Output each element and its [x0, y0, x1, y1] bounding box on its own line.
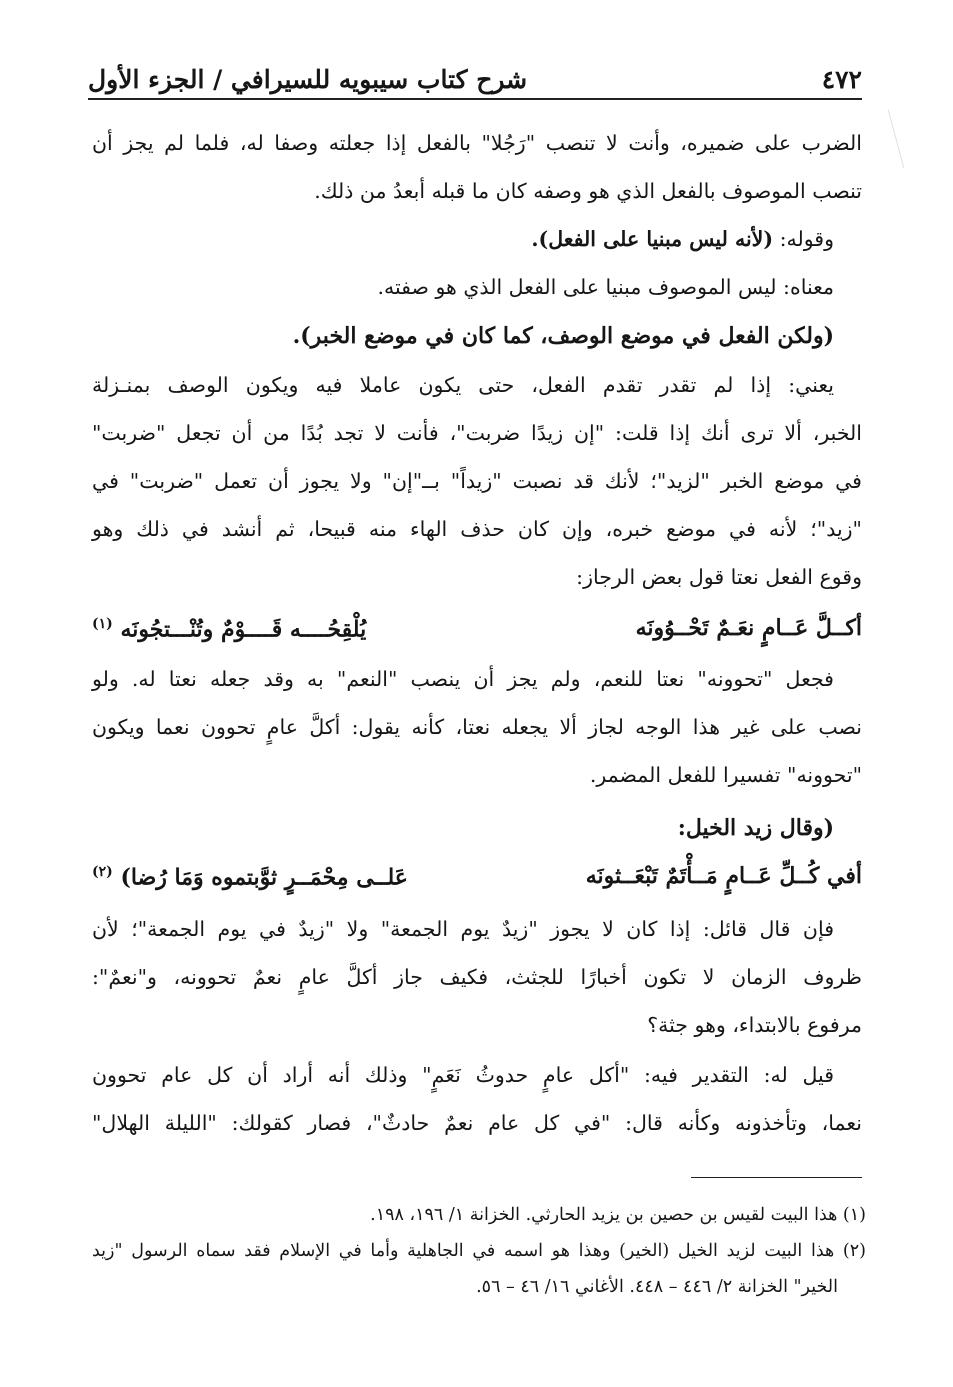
text-line: "تحوونه" تفسيرا للفعل المضمر.	[589, 763, 862, 787]
footnote-1: (١) هذا البيت لقيس بن حصين بن يزيد الحارثي. الخزانة ١/ ١٩٦، ١٩٨.	[370, 1205, 866, 1225]
footnote-ref: (٢)	[92, 864, 113, 880]
text-line: فجعل "تحوونه" نعتا للنعم، ولم يجز أن ينصب "النعم" به وقد جعله نعتا له. ولو	[92, 667, 834, 691]
verse-2	[92, 863, 862, 891]
page-number: ٤٧٢	[821, 65, 862, 94]
text-line: الخبر، ألا ترى أنك إذا قلت: "إن زيدًا ضربت"، فأنت لا تجد بُدًا من أن تجعل "ضربت"	[92, 421, 862, 445]
quoted-heading: (وقال زيد الخيل:	[677, 815, 834, 841]
footnote-2-continued: الخير" الخزانة ٢/ ٤٤٦ – ٤٤٨. الأغاني ١٦/ ٤٦ – ٥٦.	[476, 1277, 838, 1297]
text-line: تنصب الموصوف بالفعل الذي هو وصفه كان ما قبله أبعدُ من ذلك.	[314, 179, 862, 203]
text-line: "زيد"؛ لأنه في موضع خبره، وإن كان حذف الهاء منه قبيحا، ثم أنشد في ذلك وهو	[92, 517, 862, 541]
footnote-2: (٢) هذا البيت لزيد الخيل (الخير) وهذا هو اسمه في الجاهلية وأما في الإسلام فقد سماه الرسول "زيد	[92, 1241, 866, 1261]
text-line: وقوع الفعل نعتا قول بعض الرجاز:	[576, 565, 862, 589]
page-header	[88, 48, 862, 100]
verse-2-second-hemistich: عَلــى مِحْمَــرٍ ثوَّبتموه وَمَا رُضا) $^{(٢)}$	[92, 864, 408, 891]
margin-scan-mark	[888, 102, 933, 168]
footnote-separator	[691, 1177, 862, 1178]
verse-1-first-hemistich: أكــلَّ عَــامٍ نعَـمٌ تَحْــوُونَه	[635, 615, 862, 641]
verse-1	[92, 615, 862, 643]
text-line: نعما، وتأخذونه وكأنه قال: "في كل عام نعمٌ حادثٌ"، فصار كقولك: "الليلة الهلال"	[92, 1111, 862, 1135]
text-line: الضرب على ضميره، وأنت لا تنصب "رَجُلا" بالفعل إذا جعلته وصفا له، فلما لم يجز أن	[92, 131, 862, 155]
text-line: معناه: ليس الموصوف مبنيا على الفعل الذي هو صفته.	[377, 275, 834, 299]
text-line: يعني: إذا لم تقدر تقدم الفعل، حتى يكون عاملا فيه ويكون الوصف بمنـزلة	[92, 373, 834, 397]
quoted-heading: (ولكن الفعل في موضع الوصف، كما كان في موضع الخبر).	[292, 323, 834, 349]
text-line: ظروف الزمان لا تكون أخبارًا للجثث، فكيف جاز أكلَّ عامٍ نعمٌ تحوونه، و"نعمٌ":	[92, 965, 862, 989]
text-line: فإن قال قائل: إذا كان لا يجوز "زيدٌ يوم الجمعة" ولا "زيدٌ في يوم الجمعة"؛ لأن	[92, 917, 834, 941]
text-line: وقوله: (لأنه ليس مبنيا على الفعل).	[531, 227, 834, 251]
text-line: مرفوع بالابتداء، وهو جثة؟	[647, 1013, 862, 1037]
verse-2-first-hemistich: أفي كُــلِّ عَــامٍ مَــأْتَمٌ تَبْعَــثونَه	[585, 863, 862, 889]
verse-1-second-hemistich: يُلْقِحُــــه قَــــوْمٌ وتُنْـــتجُونَه $^{(١)}$	[92, 616, 367, 643]
text-line: نصب على غير هذا الوجه لجاز ألا يجعله نعتا، كأنه يقول: أكلَّ عامٍ تحوون نعما ويكون	[92, 715, 862, 739]
text-line: قيل له: التقدير فيه: "أكل عامٍ حدوثُ نَعَمٍ" وذلك أنه أراد أن كل عام تحوون	[92, 1063, 834, 1087]
running-title: شرح كتاب سيبويه للسيرافي / الجزء الأول	[88, 65, 528, 94]
text-line: في موضع الخبر "لزيد"؛ لأنك قد نصبت "زيداً" بــ"إن" ولا يجوز أن تعمل "ضربت" في	[92, 469, 862, 493]
quoted-phrase: (لأنه ليس مبنيا على الفعل).	[531, 227, 774, 251]
footnote-ref: (١)	[92, 616, 113, 632]
